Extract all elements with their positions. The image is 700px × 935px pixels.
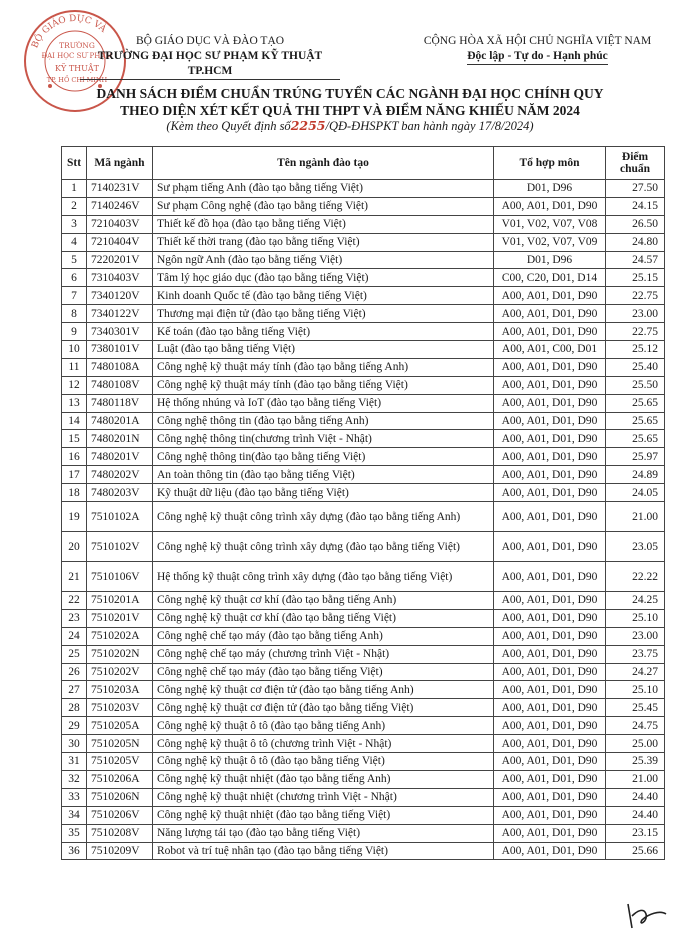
row-code: 7510106V [87, 562, 153, 592]
table-row [62, 180, 665, 198]
row-score: 23.05 [606, 532, 665, 562]
ministry-name: BỘ GIÁO DỤC VÀ ĐÀO TẠO [135, 35, 285, 47]
col-header-program: Tên ngành đào tạo [153, 147, 494, 180]
table-row [62, 806, 665, 824]
decision-suffix: /QĐ-ĐHSPKT ban hành ngày 17/8/2024) [325, 119, 534, 133]
row-score: 25.39 [606, 753, 665, 771]
row-stt: 26 [62, 663, 87, 681]
row-stt: 7 [62, 287, 87, 305]
row-score: 25.65 [606, 412, 665, 430]
row-score: 24.80 [606, 233, 665, 251]
table-row [62, 323, 665, 341]
row-stt: 30 [62, 735, 87, 753]
row-stt: 6 [62, 269, 87, 287]
row-combo: A00, A01, D01, D90 [494, 806, 606, 824]
row-score: 24.57 [606, 251, 665, 269]
row-score: 24.05 [606, 484, 665, 502]
row-stt: 32 [62, 770, 87, 788]
table-row [62, 358, 665, 376]
row-combo: A00, A01, D01, D90 [494, 502, 606, 532]
row-score: 25.45 [606, 699, 665, 717]
row-program-name: Thương mại điện tử (đào tạo bằng tiếng Việt) [153, 305, 494, 323]
row-code: 7480203V [87, 484, 153, 502]
table-row [62, 215, 665, 233]
title-line-2: THEO DIỆN XÉT KẾT QUẢ THI THPT VÀ ĐIỂM NĂNG KHIẾU NĂM 2024 [120, 103, 580, 118]
row-score: 22.22 [606, 562, 665, 592]
row-combo: A00, A01, D01, D90 [494, 735, 606, 753]
row-program-name: Công nghệ thông tin(chương trình Việt - Nhật) [153, 430, 494, 448]
table-row [62, 532, 665, 562]
row-combo: D01, D96 [494, 180, 606, 198]
row-code: 7210404V [87, 233, 153, 251]
document-title [0, 85, 700, 119]
row-program-name: Công nghệ kỹ thuật máy tính (đào tạo bằng tiếng Việt) [153, 376, 494, 394]
row-score: 25.97 [606, 448, 665, 466]
table-row [62, 197, 665, 215]
table-row [62, 735, 665, 753]
row-code: 7220201V [87, 251, 153, 269]
row-score: 24.15 [606, 197, 665, 215]
table-row [62, 287, 665, 305]
row-stt: 19 [62, 502, 87, 532]
row-code: 7480108V [87, 376, 153, 394]
row-score: 22.75 [606, 287, 665, 305]
table-row [62, 233, 665, 251]
row-code: 7510205V [87, 753, 153, 771]
row-program-name: Công nghệ kỹ thuật cơ điện tử (đào tạo bằng tiếng Anh) [153, 681, 494, 699]
row-score: 23.15 [606, 824, 665, 842]
row-code: 7380101V [87, 341, 153, 359]
row-stt: 18 [62, 484, 87, 502]
row-program-name: Công nghệ kỹ thuật cơ khí (đào tạo bằng tiếng Anh) [153, 592, 494, 610]
row-stt: 3 [62, 215, 87, 233]
row-score: 22.75 [606, 323, 665, 341]
row-code: 7480201V [87, 448, 153, 466]
row-combo: A00, A01, D01, D90 [494, 448, 606, 466]
table-row [62, 412, 665, 430]
seal-line2: ĐẠI HỌC SƯ PHẠM [41, 52, 113, 60]
row-combo: A00, A01, D01, D90 [494, 562, 606, 592]
row-program-name: Thiết kế đồ họa (đào tạo bằng tiếng Việt) [153, 215, 494, 233]
row-code: 7480108A [87, 358, 153, 376]
row-score: 24.27 [606, 663, 665, 681]
row-stt: 17 [62, 466, 87, 484]
row-stt: 27 [62, 681, 87, 699]
row-code: 7480201A [87, 412, 153, 430]
row-code: 7140231V [87, 180, 153, 198]
row-stt: 24 [62, 627, 87, 645]
row-combo: A00, A01, D01, D90 [494, 753, 606, 771]
decision-prefix: (Kèm theo Quyết định số [166, 119, 291, 133]
row-score: 24.40 [606, 788, 665, 806]
table-row [62, 842, 665, 860]
row-combo: A00, A01, C00, D01 [494, 341, 606, 359]
row-score: 25.10 [606, 681, 665, 699]
table-row [62, 562, 665, 592]
row-combo: A00, A01, D01, D90 [494, 663, 606, 681]
row-program-name: Kế toán (đào tạo bằng tiếng Việt) [153, 323, 494, 341]
seal-line4: TP. HỒ CHÍ MINH [46, 76, 108, 84]
row-code: 7340120V [87, 287, 153, 305]
decision-number: 2255 [290, 118, 326, 133]
row-score: 25.00 [606, 735, 665, 753]
row-combo: A00, A01, D01, D90 [494, 394, 606, 412]
row-score: 21.00 [606, 770, 665, 788]
row-program-name: Công nghệ thông tin(đào tạo bằng tiếng Việt) [153, 448, 494, 466]
row-code: 7480118V [87, 394, 153, 412]
table-row [62, 305, 665, 323]
row-program-name: Công nghệ chế tạo máy (đào tạo bằng tiếng Anh) [153, 627, 494, 645]
row-stt: 34 [62, 806, 87, 824]
title-line-1: DANH SÁCH ĐIỂM CHUẨN TRÚNG TUYỂN CÁC NGÀNH ĐẠI HỌC CHÍNH QUY [96, 86, 604, 101]
row-program-name: Công nghệ chế tạo máy (đào tạo bằng tiếng Việt) [153, 663, 494, 681]
row-score: 23.00 [606, 627, 665, 645]
table-row [62, 448, 665, 466]
row-code: 7510203V [87, 699, 153, 717]
col-header-stt: Stt [62, 147, 87, 180]
row-score: 25.50 [606, 376, 665, 394]
row-score: 21.00 [606, 502, 665, 532]
row-combo: A00, A01, D01, D90 [494, 323, 606, 341]
row-score: 27.50 [606, 180, 665, 198]
row-score: 25.65 [606, 394, 665, 412]
table-row [62, 341, 665, 359]
row-program-name: Công nghệ kỹ thuật nhiệt (đào tạo bằng tiếng Anh) [153, 770, 494, 788]
row-program-name: Sư phạm Công nghệ (đào tạo bằng tiếng Việt) [153, 197, 494, 215]
table-row [62, 592, 665, 610]
row-stt: 2 [62, 197, 87, 215]
row-score: 24.40 [606, 806, 665, 824]
row-stt: 10 [62, 341, 87, 359]
table-row [62, 645, 665, 663]
issuer-block [80, 34, 340, 80]
national-motto: Độc lập - Tự do - Hạnh phúc [467, 49, 608, 65]
row-code: 7510102V [87, 532, 153, 562]
table-row [62, 376, 665, 394]
row-combo: V01, V02, V07, V08 [494, 215, 606, 233]
row-combo: D01, D96 [494, 251, 606, 269]
row-code: 7210403V [87, 215, 153, 233]
country-name: CỘNG HÒA XÃ HỘI CHỦ NGHĨA VIỆT NAM [423, 35, 652, 47]
row-stt: 23 [62, 609, 87, 627]
table-row [62, 824, 665, 842]
decision-reference [0, 118, 700, 134]
row-score: 23.00 [606, 305, 665, 323]
row-code: 7510202V [87, 663, 153, 681]
signature-initials [620, 900, 670, 932]
row-combo: A00, A01, D01, D90 [494, 824, 606, 842]
row-code: 7480201N [87, 430, 153, 448]
row-code: 7510102A [87, 502, 153, 532]
row-combo: A00, A01, D01, D90 [494, 592, 606, 610]
table-row [62, 699, 665, 717]
row-code: 7510202N [87, 645, 153, 663]
row-stt: 35 [62, 824, 87, 842]
row-score: 25.15 [606, 269, 665, 287]
row-code: 7510205N [87, 735, 153, 753]
row-score: 25.40 [606, 358, 665, 376]
row-program-name: Kinh doanh Quốc tế (đào tạo bằng tiếng Việt) [153, 287, 494, 305]
row-combo: A00, A01, D01, D90 [494, 699, 606, 717]
row-stt: 21 [62, 562, 87, 592]
row-stt: 33 [62, 788, 87, 806]
row-program-name: Luật (đào tạo bằng tiếng Việt) [153, 341, 494, 359]
row-stt: 22 [62, 592, 87, 610]
row-program-name: Công nghệ kỹ thuật ô tô (đào tạo bằng tiếng Việt) [153, 753, 494, 771]
row-code: 7510201V [87, 609, 153, 627]
row-score: 24.89 [606, 466, 665, 484]
row-combo: A00, A01, D01, D90 [494, 627, 606, 645]
col-header-score: Điểm chuẩn [606, 147, 665, 180]
row-combo: A00, A01, D01, D90 [494, 681, 606, 699]
row-combo: V01, V02, V07, V09 [494, 233, 606, 251]
row-code: 7510206N [87, 788, 153, 806]
row-program-name: An toàn thông tin (đào tạo bằng tiếng Việt) [153, 466, 494, 484]
row-combo: A00, A01, D01, D90 [494, 376, 606, 394]
row-program-name: Năng lượng tái tạo (đào tạo bằng tiếng Việt) [153, 824, 494, 842]
row-score: 24.25 [606, 592, 665, 610]
table-row [62, 251, 665, 269]
row-score: 26.50 [606, 215, 665, 233]
row-combo: A00, A01, D01, D90 [494, 466, 606, 484]
row-code: 7510201A [87, 592, 153, 610]
table-body [62, 180, 665, 860]
table-row [62, 430, 665, 448]
row-program-name: Robot và trí tuệ nhân tạo (đào tạo bằng tiếng Việt) [153, 842, 494, 860]
row-combo: A00, A01, D01, D90 [494, 305, 606, 323]
row-program-name: Tâm lý học giáo dục (đào tạo bằng tiếng Việt) [153, 269, 494, 287]
row-combo: A00, A01, D01, D90 [494, 770, 606, 788]
row-code: 7510202A [87, 627, 153, 645]
row-program-name: Công nghệ kỹ thuật công trình xây dựng (đào tạo bằng tiếng Anh) [153, 502, 494, 532]
table-row [62, 681, 665, 699]
row-combo: A00, A01, D01, D90 [494, 609, 606, 627]
row-combo: A00, A01, D01, D90 [494, 287, 606, 305]
national-header [395, 34, 680, 65]
seal-arc-text: BỘ GIÁO DỤC VÀ [30, 13, 108, 50]
row-program-name: Sư phạm tiếng Anh (đào tạo bằng tiếng Việt) [153, 180, 494, 198]
seal-line1: TRƯỜNG [59, 41, 95, 50]
row-stt: 11 [62, 358, 87, 376]
row-stt: 12 [62, 376, 87, 394]
row-score: 24.75 [606, 717, 665, 735]
row-combo: A00, A01, D01, D90 [494, 358, 606, 376]
row-program-name: Công nghệ thông tin (đào tạo bằng tiếng Anh) [153, 412, 494, 430]
row-code: 7510206A [87, 770, 153, 788]
admission-score-table [61, 146, 665, 860]
row-stt: 5 [62, 251, 87, 269]
row-stt: 1 [62, 180, 87, 198]
row-score: 25.66 [606, 842, 665, 860]
row-combo: A00, A01, D01, D90 [494, 788, 606, 806]
row-stt: 29 [62, 717, 87, 735]
row-code: 7510209V [87, 842, 153, 860]
row-combo: A00, A01, D01, D90 [494, 842, 606, 860]
table-row [62, 753, 665, 771]
row-program-name: Hệ thống nhúng và IoT (đào tạo bằng tiếng Việt) [153, 394, 494, 412]
row-stt: 36 [62, 842, 87, 860]
row-combo: A00, A01, D01, D90 [494, 197, 606, 215]
row-stt: 16 [62, 448, 87, 466]
table-row [62, 466, 665, 484]
row-program-name: Công nghệ kỹ thuật nhiệt (đào tạo bằng tiếng Việt) [153, 806, 494, 824]
row-score: 25.12 [606, 341, 665, 359]
row-stt: 4 [62, 233, 87, 251]
col-header-code: Mã ngành [87, 147, 153, 180]
row-code: 7510206V [87, 806, 153, 824]
table-row [62, 663, 665, 681]
row-program-name: Ngôn ngữ Anh (đào tạo bằng tiếng Việt) [153, 251, 494, 269]
row-combo: A00, A01, D01, D90 [494, 430, 606, 448]
row-code: 7140246V [87, 197, 153, 215]
row-program-name: Công nghệ kỹ thuật nhiệt (chương trình Việt - Nhật) [153, 788, 494, 806]
row-code: 7510203A [87, 681, 153, 699]
row-program-name: Công nghệ kỹ thuật ô tô (đào tạo bằng tiếng Anh) [153, 717, 494, 735]
row-code: 7510205A [87, 717, 153, 735]
row-program-name: Kỹ thuật dữ liệu (đào tạo bằng tiếng Việt) [153, 484, 494, 502]
row-program-name: Công nghệ chế tạo máy (chương trình Việt - Nhật) [153, 645, 494, 663]
row-program-name: Công nghệ kỹ thuật cơ điện tử (đào tạo bằng tiếng Việt) [153, 699, 494, 717]
row-stt: 28 [62, 699, 87, 717]
row-stt: 9 [62, 323, 87, 341]
row-stt: 20 [62, 532, 87, 562]
school-name: TRƯỜNG ĐẠI HỌC SƯ PHẠM KỸ THUẬT TP.HCM [80, 49, 340, 80]
row-stt: 14 [62, 412, 87, 430]
table-row [62, 484, 665, 502]
row-stt: 8 [62, 305, 87, 323]
table-row [62, 502, 665, 532]
row-code: 7340122V [87, 305, 153, 323]
table-row [62, 788, 665, 806]
table-row [62, 609, 665, 627]
row-stt: 15 [62, 430, 87, 448]
row-combo: A00, A01, D01, D90 [494, 412, 606, 430]
row-program-name: Hệ thống kỹ thuật công trình xây dựng (đào tạo bằng tiếng Việt) [153, 562, 494, 592]
row-program-name: Công nghệ kỹ thuật công trình xây dựng (đào tạo bằng tiếng Việt) [153, 532, 494, 562]
row-code: 7480202V [87, 466, 153, 484]
row-combo: A00, A01, D01, D90 [494, 484, 606, 502]
table-row [62, 627, 665, 645]
row-combo: C00, C20, D01, D14 [494, 269, 606, 287]
table-header-row [62, 147, 665, 180]
row-combo: A00, A01, D01, D90 [494, 532, 606, 562]
row-code: 7510208V [87, 824, 153, 842]
row-combo: A00, A01, D01, D90 [494, 717, 606, 735]
table-row [62, 717, 665, 735]
row-code: 7340301V [87, 323, 153, 341]
table-row [62, 394, 665, 412]
row-program-name: Công nghệ kỹ thuật ô tô (chương trình Việt - Nhật) [153, 735, 494, 753]
row-code: 7310403V [87, 269, 153, 287]
seal-line3: KỸ THUẬT [55, 64, 99, 73]
row-program-name: Thiết kế thời trang (đào tạo bằng tiếng Việt) [153, 233, 494, 251]
row-stt: 25 [62, 645, 87, 663]
col-header-combo: Tổ hợp môn [494, 147, 606, 180]
row-program-name: Công nghệ kỹ thuật máy tính (đào tạo bằng tiếng Anh) [153, 358, 494, 376]
row-score: 23.75 [606, 645, 665, 663]
row-stt: 31 [62, 753, 87, 771]
row-stt: 13 [62, 394, 87, 412]
row-score: 25.10 [606, 609, 665, 627]
table-row [62, 269, 665, 287]
row-program-name: Công nghệ kỹ thuật cơ khí (đào tạo bằng tiếng Việt) [153, 609, 494, 627]
row-score: 25.65 [606, 430, 665, 448]
row-combo: A00, A01, D01, D90 [494, 645, 606, 663]
document-header [0, 34, 700, 77]
table-row [62, 770, 665, 788]
